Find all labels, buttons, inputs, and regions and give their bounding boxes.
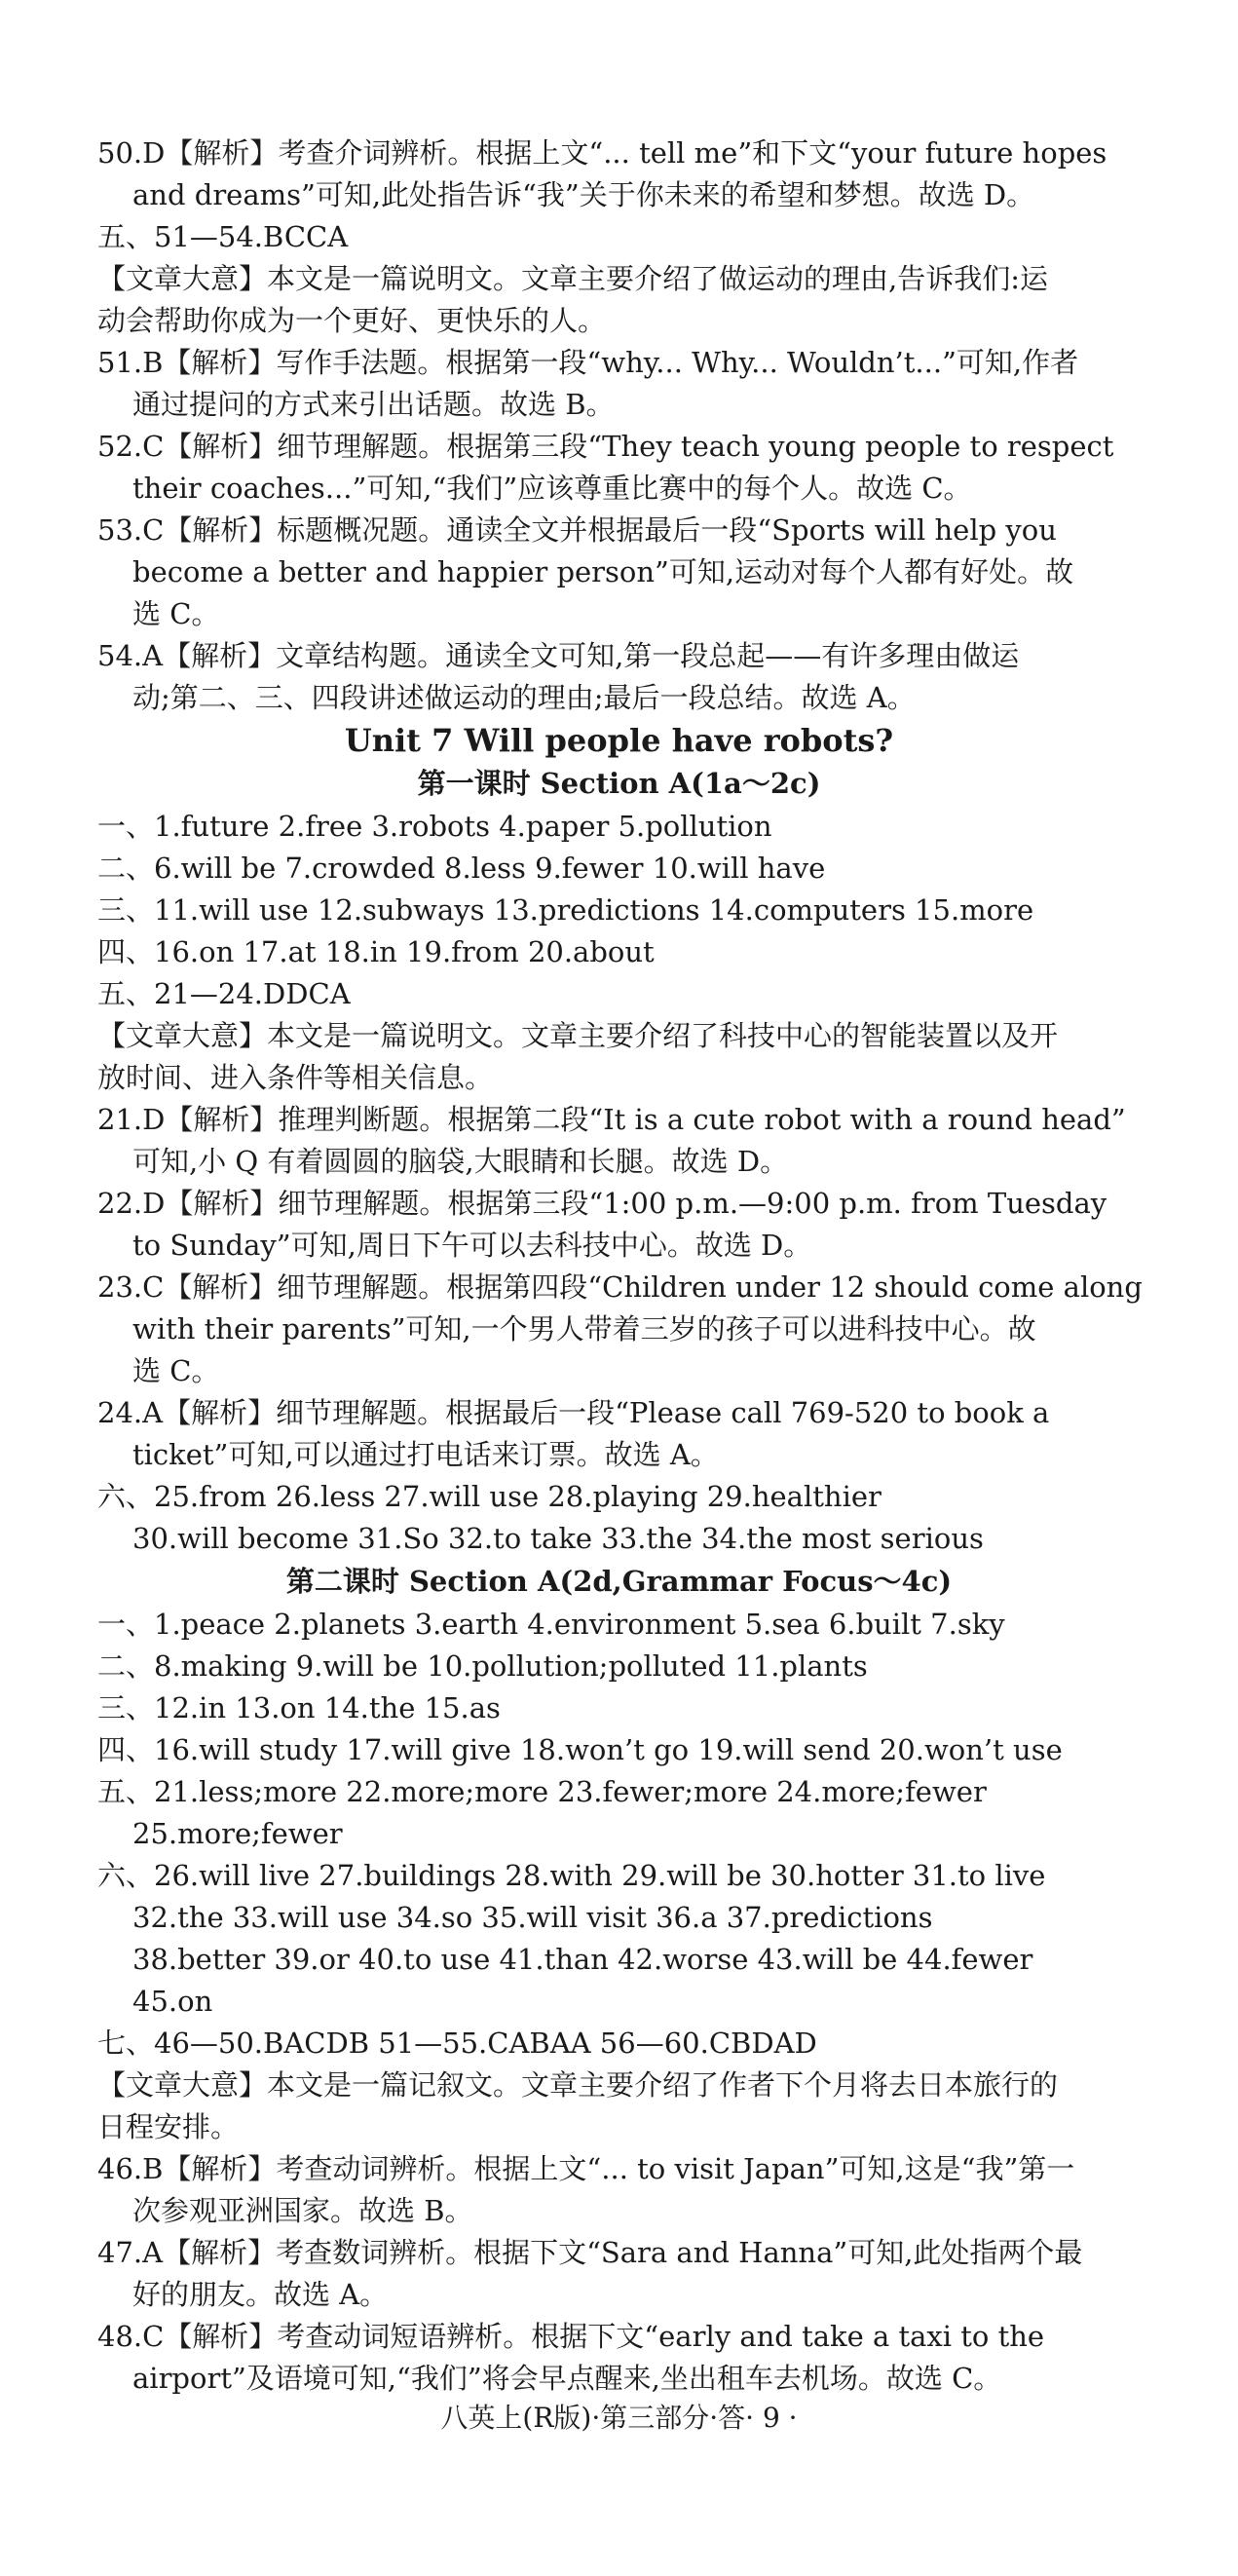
section-line: 五、51—54.BCCA: [97, 220, 349, 253]
answer-line: 四、16.on 17.at 18.in 19.from 20.about: [97, 935, 655, 968]
text-line: become a better and happier person”可知,运动对每个人都有好处。故: [132, 555, 1074, 588]
text-line: with their parents”可知,一个男人带着三岁的孩子可以进科技中心。故: [132, 1312, 1036, 1345]
text-line: 好的朋友。故选 A。: [132, 2278, 389, 2311]
text-line: 次参观亚洲国家。故选 B。: [132, 2194, 473, 2227]
text-line: 51.B【解析】写作手法题。根据第一段“why... Why... Wouldn’t...”可知,作者: [97, 346, 1079, 379]
text-line: 动;第二、三、四段讲述做运动的理由;最后一段总结。故选 A。: [132, 681, 916, 714]
text-line: 23.C【解析】细节理解题。根据第四段“Children under 12 should come along: [97, 1270, 1143, 1304]
answer-line: 25.more;fewer: [132, 1817, 343, 1850]
answer-line: 五、21.less;more 22.more;more 23.fewer;more 24.more;fewer: [97, 1775, 987, 1808]
text-line: 52.C【解析】细节理解题。根据第三段“They teach young people to respect: [97, 430, 1114, 463]
text-line: 选 C。: [132, 597, 220, 630]
summary-line: 日程安排。: [97, 2110, 240, 2143]
answer-line: 二、8.making 9.will be 10.pollution;polluted 11.plants: [97, 1649, 868, 1683]
answer-line: 一、1.future 2.free 3.robots 4.paper 5.pollution: [97, 810, 772, 843]
text-line: 50.D【解析】考查介词辨析。根据上文“... tell me”和下文“your future hopes: [97, 136, 1107, 170]
answer-line: 45.on: [132, 1985, 213, 2018]
summary-line: 动会帮助你成为一个更好、更快乐的人。: [97, 304, 607, 337]
text-line: 47.A【解析】考查数词辨析。根据下文“Sara and Hanna”可知,此处指两个最: [97, 2236, 1083, 2269]
unit-title: Unit 7 Will people have robots?: [344, 722, 894, 759]
text-line: ticket”可知,可以通过打电话来订票。故选 A。: [132, 1438, 719, 1471]
answer-line: 三、11.will use 12.subways 13.predictions 14.computers 15.more: [97, 893, 1034, 927]
answer-line: 38.better 39.or 40.to use 41.than 42.worse 43.will be 44.fewer: [132, 1943, 1033, 1976]
summary-line: 【文章大意】本文是一篇说明文。文章主要介绍了科技中心的智能装置以及开: [97, 1019, 1059, 1052]
answer-line: 四、16.will study 17.will give 18.won’t go 19.will send 20.won’t use: [97, 1733, 1063, 1766]
text-line: 选 C。: [132, 1354, 220, 1387]
answer-line: 六、26.will live 27.buildings 28.with 29.will be 30.hotter 31.to live: [97, 1859, 1046, 1892]
text-line: 可知,小 Q 有着圆圆的脑袋,大眼睛和长腿。故选 D。: [132, 1145, 789, 1178]
text-line: 24.A【解析】细节理解题。根据最后一段“Please call 769-520 to book a: [97, 1396, 1050, 1429]
answer-line: 一、1.peace 2.planets 3.earth 4.environment 5.sea 6.built 7.sky: [97, 1608, 1005, 1641]
lesson-title: 第二课时 Section A(2d,Grammar Focus～4c): [285, 1565, 953, 1598]
text-line: 53.C【解析】标题概况题。通读全文并根据最后一段“Sports will help you: [97, 513, 1057, 547]
text-line: to Sunday”可知,周日下午可以去科技中心。故选 D。: [132, 1229, 812, 1262]
answer-line: 三、12.in 13.on 14.the 15.as: [97, 1691, 501, 1724]
section-line: 五、21—24.DDCA: [97, 977, 351, 1010]
lesson-title: 第一课时 Section A(1a～2c): [417, 767, 821, 800]
answer-line: 30.will become 31.So 32.to take 33.the 34.the most serious: [132, 1522, 984, 1555]
page-footer: 八英上(R版)·第三部分·答· 9 ·: [440, 2402, 798, 2434]
text-line: their coaches...”可知,“我们”应该尊重比赛中的每个人。故选 C。: [132, 472, 972, 505]
text-line: 21.D【解析】推理判断题。根据第二段“It is a cute robot with a round head”: [97, 1103, 1126, 1136]
answer-line: 二、6.will be 7.crowded 8.less 9.fewer 10.will have: [97, 852, 826, 885]
text-line: airport”及语境可知,“我们”将会早点醒来,坐出租车去机场。故选 C。: [132, 2362, 1002, 2395]
summary-line: 【文章大意】本文是一篇说明文。文章主要介绍了做运动的理由,告诉我们:运: [97, 262, 1048, 295]
text-line: 22.D【解析】细节理解题。根据第三段“1:00 p.m.—9:00 p.m. from Tuesday: [97, 1187, 1107, 1220]
summary-line: 放时间、进入条件等相关信息。: [97, 1061, 494, 1094]
text-line: 48.C【解析】考查动词短语辨析。根据下文“early and take a taxi to the: [97, 2320, 1045, 2353]
text-line: 46.B【解析】考查动词辨析。根据上文“... to visit Japan”可知,这是“我”第一: [97, 2152, 1075, 2185]
text-line: 通过提问的方式来引出话题。故选 B。: [132, 388, 615, 421]
text-line: 54.A【解析】文章结构题。通读全文可知,第一段总起——有许多理由做运: [97, 639, 1020, 672]
answer-line: 六、25.from 26.less 27.will use 28.playing 29.healthier: [97, 1480, 882, 1513]
summary-line: 【文章大意】本文是一篇记叙文。文章主要介绍了作者下个月将去日本旅行的: [97, 2068, 1059, 2102]
section-line: 七、46—50.BACDB 51—55.CABAA 56—60.CBDAD: [97, 2027, 817, 2060]
answer-line: 32.the 33.will use 34.so 35.will visit 36.a 37.predictions: [132, 1901, 933, 1934]
text-line: and dreams”可知,此处指告诉“我”关于你未来的希望和梦想。故选 D。: [132, 178, 1035, 211]
